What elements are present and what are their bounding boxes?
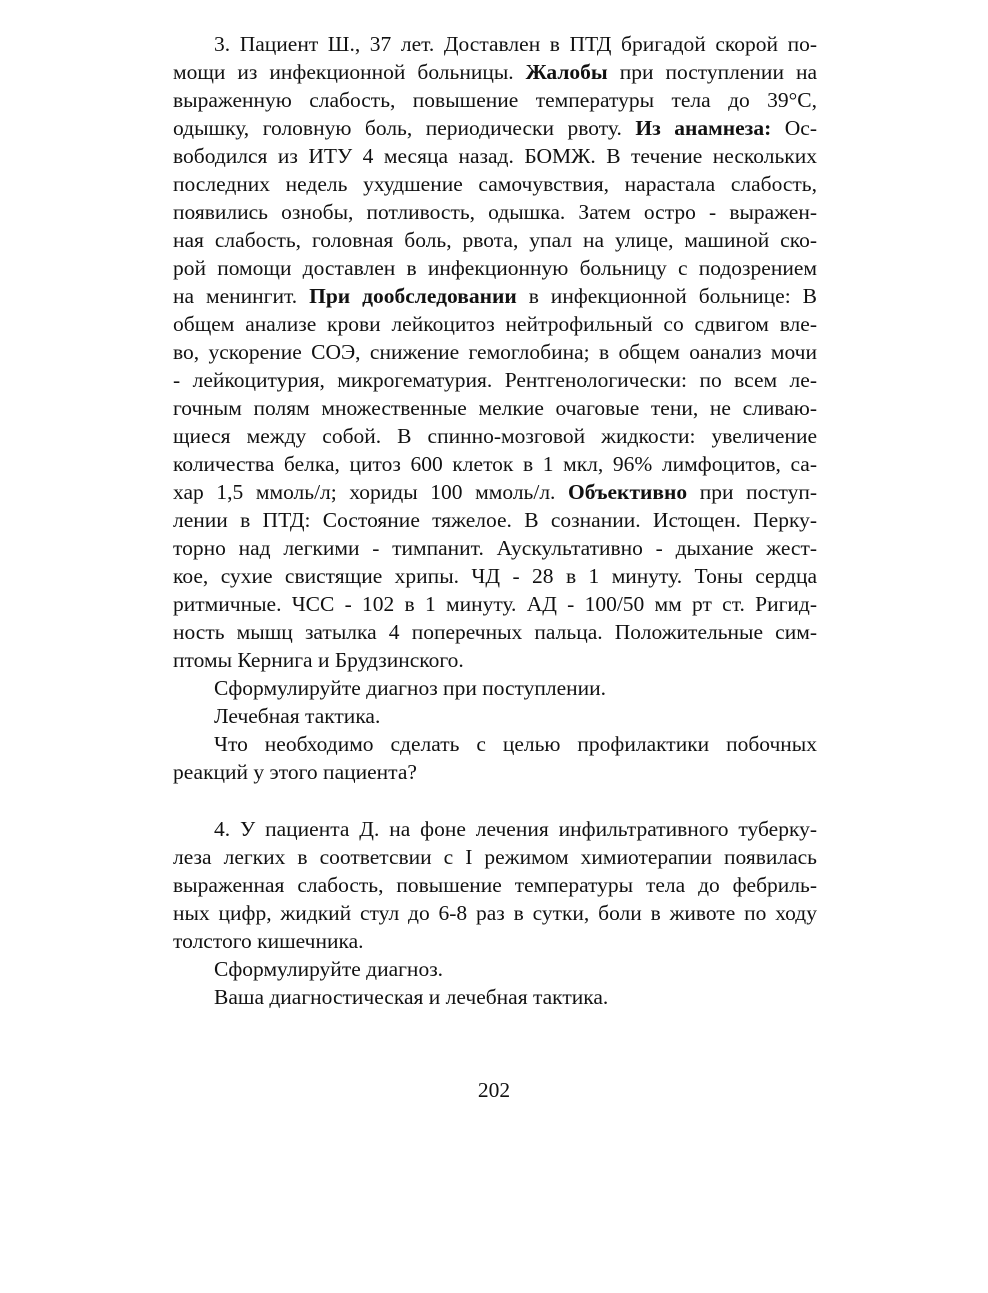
case3-line	[173, 478, 817, 506]
case3-text-run: рой помощи доставлен в инфекционную больницу с подозрением	[173, 256, 817, 280]
case3-line	[173, 534, 817, 562]
case3-text-run: 3. Пациент Ш., 37 лет. Доставлен в ПТД бригадой скорой по-	[214, 32, 817, 56]
case3-bold-heading: При дообследовании	[309, 284, 517, 308]
case3-text-run: одышку, головную боль, периодически рвоту.	[173, 116, 636, 140]
case4-line: выраженная слабость, повышение температуры тела до фебриль-	[173, 873, 817, 897]
case3-question-prevention-line2: реакций у этого пациента?	[173, 760, 417, 784]
case3-line	[173, 254, 817, 282]
case3-line	[173, 394, 817, 422]
case3-line	[173, 450, 817, 478]
case3-text-run: при поступлении на	[607, 60, 817, 84]
case3-bold-heading: Из анамнеза:	[635, 116, 772, 140]
case3-line	[173, 198, 817, 226]
case3-text-run: мощи из инфекционной больницы.	[173, 60, 526, 84]
case3-line	[173, 646, 817, 674]
case3-text-run: количества белка, цитоз 600 клеток в 1 мкл, 96% лимфоцитов, са-	[173, 452, 817, 476]
case3-text-run: последних недель ухудшение самочувствия, нарастала слабость,	[173, 172, 817, 196]
case3-bold-heading: Объективно	[568, 480, 688, 504]
case3-line	[173, 590, 817, 618]
case3-text-run: гочным полям множественные мелкие очаговые тени, не сливаю-	[173, 396, 817, 420]
case3-text-run: Ос-	[771, 116, 817, 140]
case3-line	[173, 338, 817, 366]
case3-question-treatment: Лечебная тактика.	[214, 704, 381, 728]
case3-question-diagnosis: Сформулируйте диагноз при поступлении.	[214, 676, 607, 700]
case3-line	[173, 310, 817, 338]
case4-line: толстого кишечника.	[173, 929, 364, 953]
case3-text-run: выраженную слабость, повышение температуры тела до 39°С,	[173, 88, 817, 112]
case3-text-run: при поступ-	[687, 480, 817, 504]
case3-line	[173, 282, 817, 310]
case3-text-run: появились ознобы, потливость, одышка. Затем остро - выражен-	[173, 200, 817, 224]
case3-text-run: торно над легкими - тимпанит. Аускультативно - дыхание жест-	[173, 536, 817, 560]
case3-line	[173, 618, 817, 646]
case3-text-run: ность мышц затылка 4 поперечных пальца. Положительные сим-	[173, 620, 817, 644]
case3-text-run: щиеся между собой. В спинно-мозговой жидкости: увеличение	[173, 424, 817, 448]
case3-line	[173, 506, 817, 534]
case3-text-run: кое, сухие свистящие хрипы. ЧД - 28 в 1 минуту. Тоны сердца	[173, 564, 817, 588]
case4-line: 4. У пациента Д. на фоне лечения инфильтративного туберку-	[214, 817, 817, 841]
case3-text-run: в инфекционной больнице: В	[516, 284, 817, 308]
case3-line	[173, 366, 817, 394]
case3-line	[173, 562, 817, 590]
case3-question-prevention-line1: Что необходимо сделать с целью профилактики побочных	[214, 732, 817, 756]
case3-text-run: хар 1,5 ммоль/л; хориды 100 ммоль/л.	[173, 480, 569, 504]
case3-line	[173, 142, 817, 170]
case3-line	[214, 30, 817, 58]
case3-text-run: ная слабость, головная боль, рвота, упал на улице, машиной ско-	[173, 228, 817, 252]
case3-bold-heading: Жалобы	[525, 60, 608, 84]
case3-line	[173, 422, 817, 450]
case3-line	[173, 170, 817, 198]
case3-text-run: во, ускорение СОЭ, снижение гемоглобина; в общем оанализ мочи	[173, 340, 817, 364]
case3-text-run: - лейкоцитурия, микрогематурия. Рентгенологически: по всем ле-	[173, 368, 817, 392]
case3-text-run: на менингит.	[173, 284, 310, 308]
case3-text-run: птомы Кернига и Брудзинского.	[173, 648, 464, 672]
page-number: 202	[477, 1078, 511, 1102]
case3-line	[173, 58, 817, 86]
case4-line: леза легких в соответсвии с I режимом химиотерапии появилась	[173, 845, 817, 869]
case3-text-run: общем анализе крови лейкоцитоз нейтрофильный со сдвигом вле-	[173, 312, 817, 336]
case4-question-tactics: Ваша диагностическая и лечебная тактика.	[214, 985, 609, 1009]
case3-line	[173, 114, 817, 142]
case4-line: ных цифр, жидкий стул до 6-8 раз в сутки, боли в животе по ходу	[173, 901, 817, 925]
case3-text-run: ритмичные. ЧСС - 102 в 1 минуту. АД - 100/50 мм рт ст. Ригид-	[173, 592, 817, 616]
case3-text-run: лении в ПТД: Состояние тяжелое. В сознании. Истощен. Перку-	[173, 508, 817, 532]
case4-question-diagnosis: Сформулируйте диагноз.	[214, 957, 444, 981]
case3-line	[173, 86, 817, 114]
case3-text-run: вободился из ИТУ 4 месяца назад. БОМЖ. В течение нескольких	[173, 144, 817, 168]
case3-line	[173, 226, 817, 254]
